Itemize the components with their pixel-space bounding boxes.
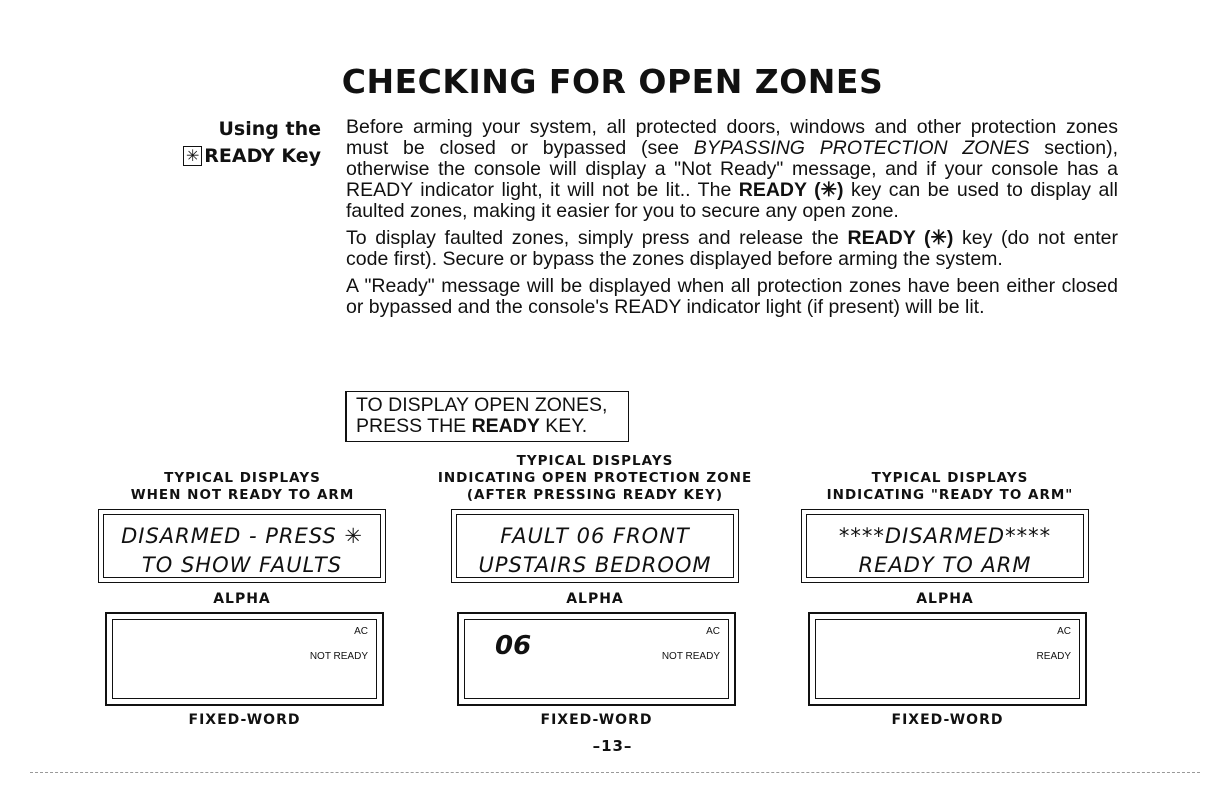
side-heading-line1: Using the — [218, 118, 321, 140]
paragraph-2 — [346, 228, 1118, 270]
alpha-display-2-line2: UPSTAIRS BEDROOM — [478, 553, 712, 577]
alpha-display-3-line1: ****DISARMED**** — [838, 524, 1052, 548]
callout-line2 — [356, 416, 628, 437]
fixed-word-label-3: FIXED-WORD — [891, 712, 1004, 728]
callout-text-a: PRESS THE — [356, 415, 472, 437]
paragraph-1 — [346, 117, 1118, 222]
paragraph-1-text-c: key can be used to display all faulted zones, making it easier for you to secure any open zone. — [346, 179, 1119, 222]
column-2-heading-line3: (AFTER PRESSING READY KEY) — [466, 487, 724, 503]
column-1-heading-line1: TYPICAL DISPLAYS — [164, 470, 321, 486]
paragraph-1-italic: BYPASSING PROTECTION ZONES — [693, 137, 1030, 159]
callout-line1: TO DISPLAY OPEN ZONES, — [356, 394, 608, 416]
callout-box — [345, 391, 629, 442]
fixed-word-display-3-screen — [815, 619, 1080, 699]
scan-edge-line — [30, 772, 1200, 773]
column-2-heading-line1: TYPICAL DISPLAYS — [516, 453, 674, 469]
ac-indicator-3: AC — [1057, 626, 1071, 637]
paragraph-2-text-b: key (do not enter code first). Secure or bypass the zones displayed before arming the system. — [346, 227, 1118, 270]
asterisk-key-icon: ✳ — [183, 146, 202, 166]
column-3-heading-line2: INDICATING "READY TO ARM" — [826, 487, 1074, 503]
fixed-word-label-1: FIXED-WORD — [188, 712, 301, 728]
column-2-heading-line2: INDICATING OPEN PROTECTION ZONE — [437, 470, 753, 486]
status-indicator-3: READY — [1036, 651, 1071, 662]
page-number: –13– — [592, 737, 633, 755]
alpha-display-3-screen — [806, 514, 1084, 578]
fixed-word-display-2-screen — [464, 619, 729, 699]
column-3-heading-line1: TYPICAL DISPLAYS — [871, 470, 1029, 486]
paragraph-3: A "Ready" message will be displayed when all protection zones have been either closed or bypassed and the console's READY indicator light (if present) will be lit. — [346, 275, 1118, 318]
callout-bold: READY — [471, 415, 540, 437]
alpha-display-2-screen — [456, 514, 734, 578]
body-text — [346, 117, 1118, 324]
status-indicator-1: NOT READY — [309, 651, 368, 662]
paragraph-1-bold: READY (✳) — [738, 179, 844, 201]
paragraph-2-text-a: To display faulted zones, simply press and release the — [346, 227, 848, 249]
alpha-display-3 — [801, 509, 1089, 583]
column-3-heading — [800, 470, 1100, 504]
fixed-word-display-1 — [105, 612, 384, 706]
alpha-display-1-line1: DISARMED - PRESS ✳ — [121, 524, 363, 548]
paragraph-2-bold: READY (✳) — [847, 227, 954, 249]
alpha-display-2 — [451, 509, 739, 583]
callout-text-b: KEY. — [539, 415, 588, 437]
alpha-label-3: ALPHA — [916, 591, 974, 607]
side-heading-line2 — [183, 143, 321, 170]
paragraph-1-text-b: section), otherwise the console will display a "Not Ready" message, and if your console has a READY indicator light, it will not be lit.. The — [346, 137, 1118, 201]
paragraph-1-text-a: Before arming your system, all protected doors, windows and other protection zones must be closed or bypassed (see — [346, 116, 1118, 159]
column-2-heading — [415, 453, 775, 504]
fixed-word-display-2-zone: 06 — [495, 631, 532, 661]
ac-indicator-2: AC — [706, 626, 720, 637]
alpha-display-3-line2: READY TO ARM — [858, 553, 1032, 577]
side-heading-key-label: READY Key — [204, 145, 321, 167]
page-title: CHECKING FOR OPEN ZONES — [341, 62, 884, 101]
alpha-display-1 — [98, 509, 386, 583]
alpha-label-2: ALPHA — [566, 591, 624, 607]
alpha-display-1-line2: TO SHOW FAULTS — [141, 553, 343, 577]
fixed-word-label-2: FIXED-WORD — [540, 712, 653, 728]
alpha-label-1: ALPHA — [213, 591, 271, 607]
fixed-word-display-3 — [808, 612, 1087, 706]
alpha-display-2-line1: FAULT 06 FRONT — [500, 524, 690, 548]
fixed-word-display-2 — [457, 612, 736, 706]
side-heading — [183, 116, 321, 170]
fixed-word-display-1-screen — [112, 619, 377, 699]
ac-indicator-1: AC — [354, 626, 368, 637]
column-1-heading — [105, 470, 380, 504]
status-indicator-2: NOT READY — [661, 651, 720, 662]
alpha-display-1-screen — [103, 514, 381, 578]
column-1-heading-line2: WHEN NOT READY TO ARM — [130, 487, 355, 503]
